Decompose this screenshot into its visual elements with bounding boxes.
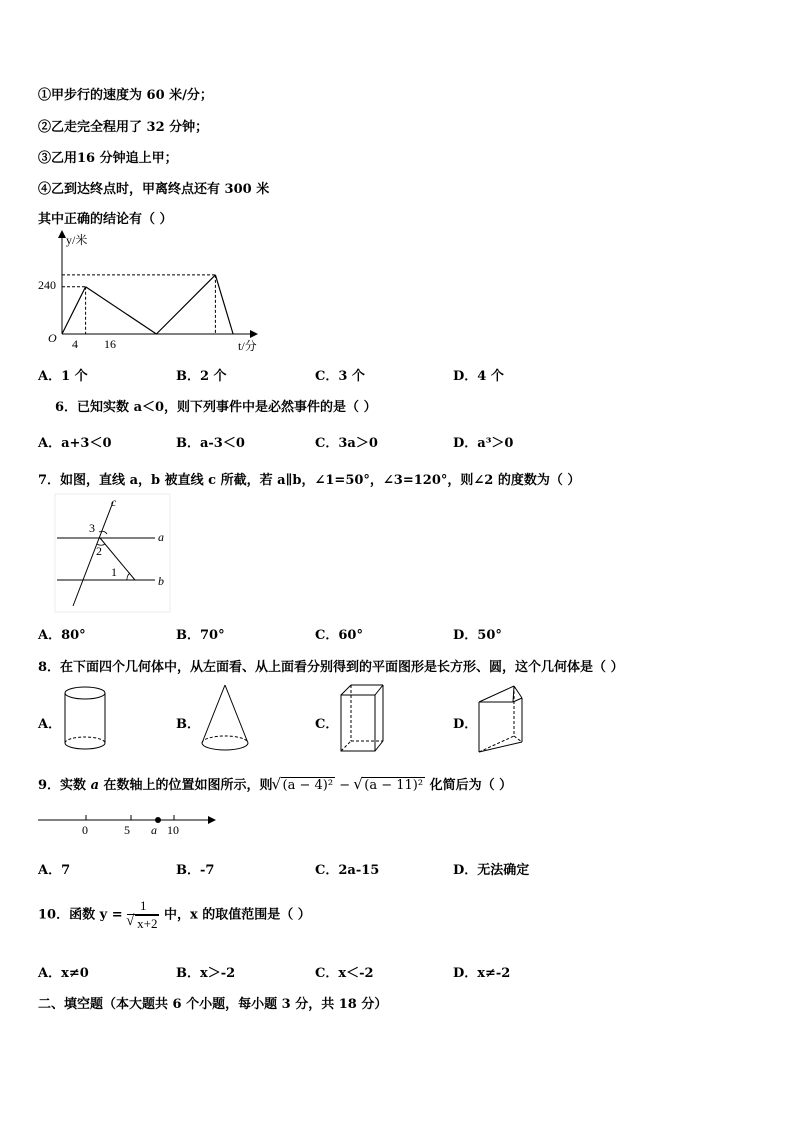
label-a: a — [158, 530, 164, 544]
q5-option-b[interactable]: B．2 个 — [176, 369, 227, 384]
q5-option-d[interactable]: D．4 个 — [453, 369, 504, 384]
q10-option-b[interactable]: B．x＞-2 — [176, 966, 236, 981]
cylinder-icon — [62, 685, 108, 751]
q5-statement-4: ④乙到达终点时，甲离终点还有 300 米 — [38, 182, 270, 197]
q5-question: 其中正确的结论有（ ） — [38, 212, 173, 227]
series-segment-1 — [62, 287, 86, 334]
fraction: 1 √ x+2 — [127, 898, 159, 932]
q5-statement-3: ③乙用16 分钟追上甲； — [38, 151, 178, 166]
q8-option-c[interactable]: C． — [315, 717, 339, 732]
q8-option-b[interactable]: B． — [176, 717, 200, 732]
tick-a: a — [151, 823, 157, 837]
q8-option-a[interactable]: A． — [38, 717, 62, 732]
q9-option-b[interactable]: B．-7 — [176, 863, 215, 878]
cuboid-icon — [338, 683, 386, 755]
label-2: 2 — [96, 544, 102, 558]
label-b: b — [158, 574, 164, 588]
q10-option-d[interactable]: D．x≠-2 — [453, 966, 511, 981]
q7-option-b[interactable]: B．70° — [176, 628, 225, 643]
q8-option-d[interactable]: D． — [453, 717, 478, 732]
label-c: c — [111, 495, 117, 509]
chart-ylabel: y/米 — [66, 233, 88, 247]
q7-option-c[interactable]: C．60° — [315, 628, 363, 643]
q5-option-a[interactable]: A．1 个 — [38, 369, 88, 384]
chart-x-tick-16: 16 — [104, 337, 116, 351]
tick-0: 0 — [82, 823, 88, 837]
q9-number-line — [36, 810, 222, 838]
q6-option-d[interactable]: D．a³＞0 — [453, 436, 514, 451]
q5-option-c[interactable]: C．3 个 — [315, 369, 365, 384]
cone-icon — [199, 683, 251, 753]
tick-10: 10 — [167, 823, 179, 837]
label-3: 3 — [89, 521, 95, 535]
q7-parallel-lines-figure — [55, 494, 170, 612]
q5-statement-1: ①甲步行的速度为 60 米/分； — [38, 88, 213, 103]
line-c — [73, 502, 113, 606]
y-axis-arrow — [58, 230, 66, 238]
chart-x-tick-4: 4 — [72, 337, 78, 351]
q6-question: 6．已知实数 a＜0，则下列事件中是必然事件的是（ ） — [55, 400, 377, 415]
sqrt-expr-1: √ (a − 4)² — [281, 777, 336, 793]
series-segment-2 — [86, 287, 157, 334]
q6-option-c[interactable]: C．3a＞0 — [315, 436, 378, 451]
q10-question: 10．函数 y = 1 √ x+2 中，x 的取值范围是（ ） — [38, 898, 311, 932]
q9-option-c[interactable]: C．2a-15 — [315, 863, 380, 878]
angle-3-arc — [99, 531, 107, 534]
sqrt-expr-2: √ (a − 11)² — [362, 777, 425, 793]
q10-option-c[interactable]: C．x＜-2 — [315, 966, 374, 981]
series-segment-4 — [215, 275, 233, 334]
series-segment-3 — [156, 275, 215, 334]
tick-5: 5 — [124, 823, 130, 837]
q6-option-b[interactable]: B．a-3＜0 — [176, 436, 245, 451]
q10-option-a[interactable]: A．x≠0 — [38, 966, 89, 981]
section-title: 二、填空题（本大题共 6 个小题，每小题 3 分，共 18 分） — [38, 997, 388, 1012]
q9-option-d[interactable]: D．无法确定 — [453, 863, 530, 878]
q9-question: 9．实数 a 在数轴上的位置如图所示，则√ (a − 4)² − √ (a − 11)² 化简后为（ ） — [38, 774, 512, 793]
q6-option-a[interactable]: A．a+3＜0 — [38, 436, 112, 451]
triangular-prism-icon — [476, 684, 526, 756]
label-1: 1 — [111, 565, 117, 579]
chart-y-tick-240: 240 — [38, 278, 56, 292]
x-axis-arrow — [250, 330, 258, 338]
chart-xlabel: t/分 — [238, 339, 257, 353]
q9-option-a[interactable]: A．7 — [38, 863, 71, 878]
q8-question: 8．在下面四个几何体中，从左面看、从上面看分别得到的平面图形是长方形、圆，这个几何体是（ ） — [38, 660, 624, 675]
q5-line-chart — [30, 228, 270, 356]
q7-question: 7．如图，直线 a，b 被直线 c 所截，若 a∥b，∠1=50°，∠3=120°，则∠2 的度数为（ ） — [38, 473, 581, 488]
q7-option-d[interactable]: D．50° — [453, 628, 502, 643]
q5-statement-2: ②乙走完全程用了 32 分钟； — [38, 120, 209, 135]
q7-option-a[interactable]: A．80° — [38, 628, 86, 643]
chart-origin: O — [48, 331, 57, 345]
